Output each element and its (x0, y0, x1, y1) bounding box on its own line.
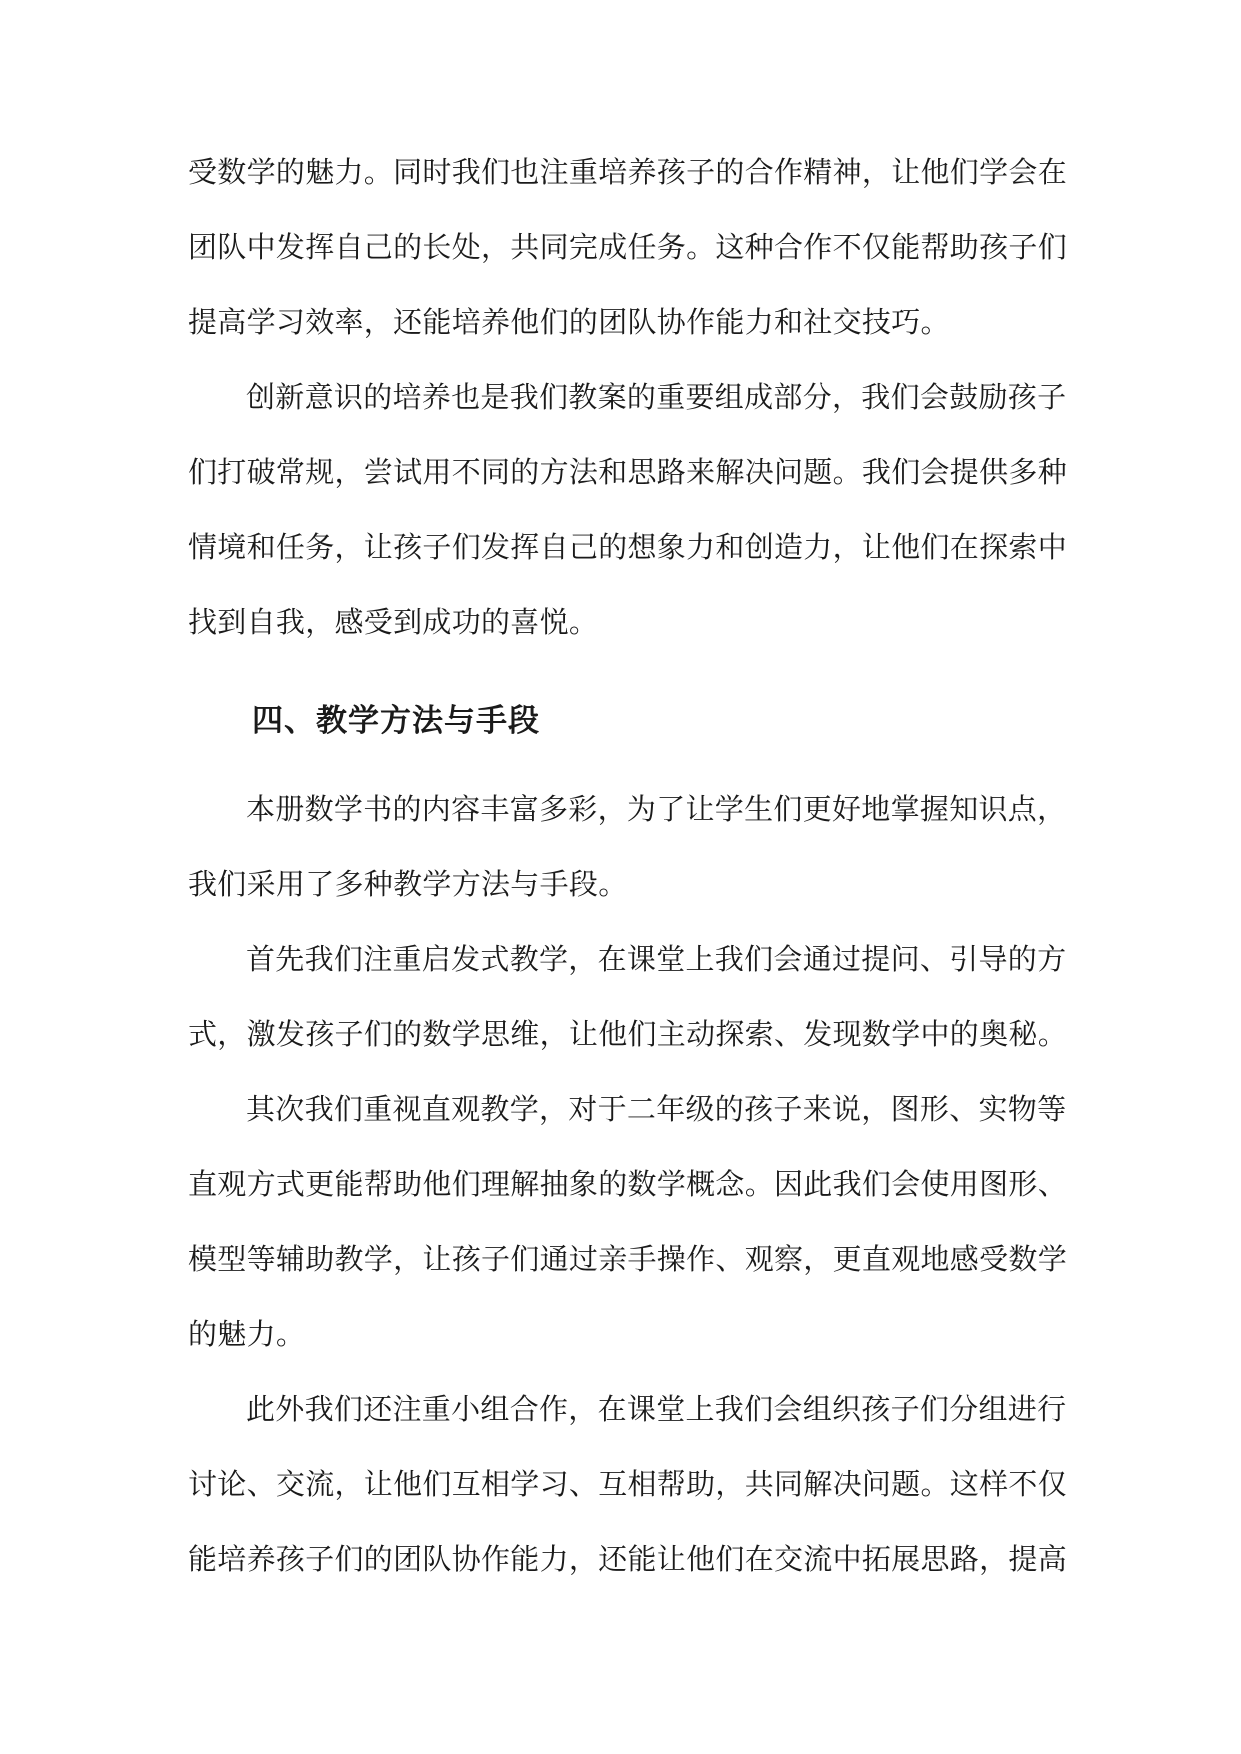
paragraph-line: 直观方式更能帮助他们理解抽象的数学概念。因此我们会使用图形、 (188, 1167, 1068, 1201)
paragraph-line: 其次我们重视直观教学，对于二年级的孩子来说，图形、实物等 (246, 1092, 1067, 1126)
paragraph-line: 们打破常规，尝试用不同的方法和思路来解决问题。我们会提供多种 (188, 455, 1068, 489)
paragraph-line: 我们采用了多种教学方法与手段。 (188, 867, 628, 901)
paragraph-line: 能培养孩子们的团队协作能力，还能让他们在交流中拓展思路，提高 (188, 1542, 1068, 1576)
paragraph-line: 的魅力。 (188, 1317, 306, 1351)
paragraph-line: 首先我们注重启发式教学，在课堂上我们会通过提问、引导的方 (246, 942, 1067, 976)
paragraph-line: 式，激发孩子们的数学思维，让他们主动探索、发现数学中的奥秘。 (188, 1017, 1068, 1051)
paragraph-line: 情境和任务，让孩子们发挥自己的想象力和创造力，让他们在探索中 (188, 530, 1068, 564)
paragraph-line: 找到自我，感受到成功的喜悦。 (188, 605, 599, 639)
paragraph-line: 讨论、交流，让他们互相学习、互相帮助，共同解决问题。这样不仅 (188, 1467, 1068, 1501)
paragraph-line: 创新意识的培养也是我们教案的重要组成部分，我们会鼓励孩子 (246, 380, 1067, 414)
section-heading: 四、教学方法与手段 (252, 703, 540, 739)
paragraph-line: 提高学习效率，还能培养他们的团队协作能力和社交技巧。 (188, 305, 950, 339)
paragraph-line: 本册数学书的内容丰富多彩，为了让学生们更好地掌握知识点， (246, 792, 1067, 826)
paragraph-line: 团队中发挥自己的长处，共同完成任务。这种合作不仅能帮助孩子们 (188, 230, 1068, 264)
paragraph-line: 此外我们还注重小组合作，在课堂上我们会组织孩子们分组进行 (246, 1392, 1067, 1426)
paragraph-line: 受数学的魅力。同时我们也注重培养孩子的合作精神，让他们学会在 (188, 155, 1068, 189)
paragraph-line: 模型等辅助教学，让孩子们通过亲手操作、观察，更直观地感受数学 (188, 1242, 1068, 1276)
